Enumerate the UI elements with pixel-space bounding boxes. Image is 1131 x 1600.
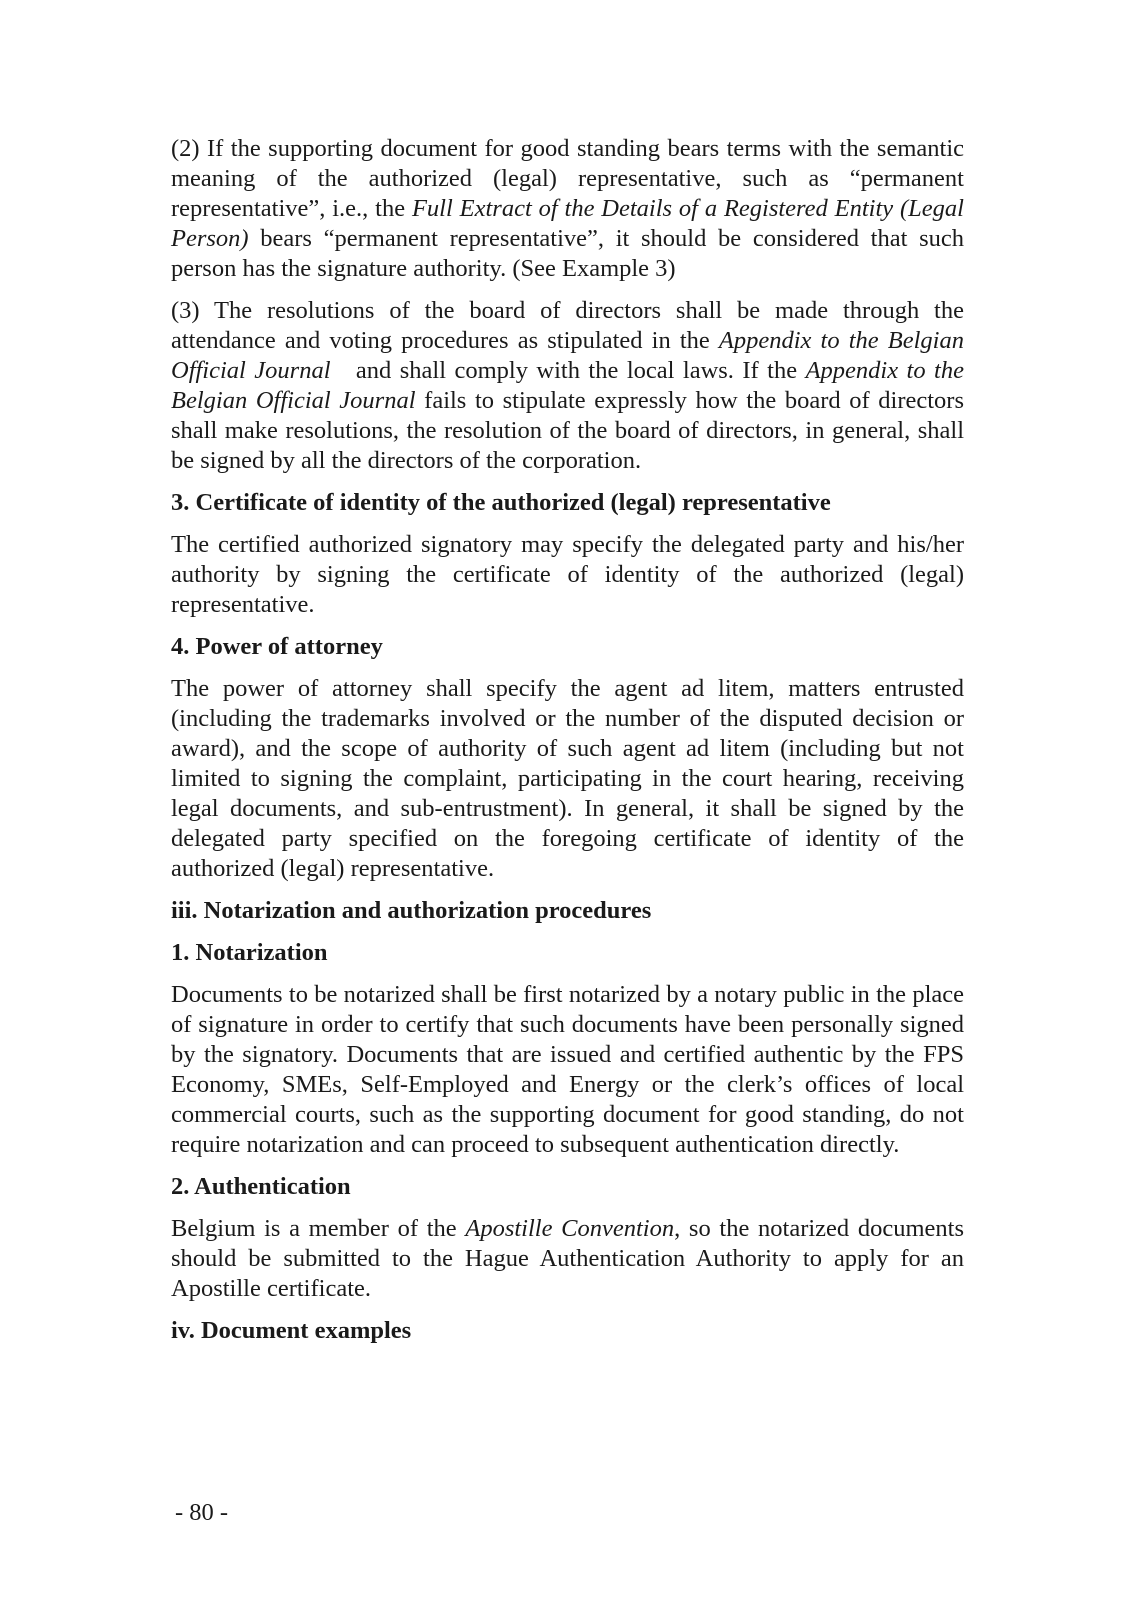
paragraph-power-of-attorney: The power of attorney shall specify the agent ad litem, matters entrusted (including the trademarks involved or the number of the disputed decision or award), and the scope of authority of such agent ad litem (including but not limited to signing the complaint, participating in the court hearing, receiving legal documents, and sub-entrustment). In general, it shall be signed by the delegated party specified on the foregoing certificate of identity of the authorized (legal) representative. [171, 675, 964, 882]
paragraph-certificate-of-identity: The certified authorized signatory may specify the delegated party and his/her authority by signing the certificate of identity of the authorized (legal) representative. [171, 531, 964, 618]
heading-authentication: 2. Authentication [171, 1173, 351, 1200]
heading-document-examples: iv. Document examples [171, 1317, 412, 1344]
heading-certificate-of-identity: 3. Certificate of identity of the authorized (legal) representative [171, 489, 831, 516]
page-number: - 80 - [175, 1499, 229, 1526]
paragraph-authentication: Belgium is a member of the Apostille Convention, so the notarized documents should be submitted to the Hague Authentication Authority to apply for an Apostille certificate. [171, 1215, 964, 1302]
heading-notarization-procedures: iii. Notarization and authorization procedures [171, 897, 652, 924]
document-body [171, 134, 964, 1358]
paragraph-notarization: Documents to be notarized shall be first notarized by a notary public in the place of signature in order to certify that such documents have been personally signed by the signatory. Documents that are issued and certified authentic by the FPS Economy, SMEs, Self-Employed and Energy or the clerk’s offices of local commercial courts, such as the supporting document for good standing, do not require notarization and can proceed to subsequent authentication directly. [171, 981, 964, 1158]
paragraph-signature-authority: (2) If the supporting document for good standing bears terms with the semantic meaning of the authorized (legal) representative, such as “permanent representative”, i.e., the Full Extract of the Details of a Registered Entity (Legal Person) bears “permanent representative”, it should be considered that such person has the signature authority. (See Example 3) [171, 135, 964, 282]
heading-power-of-attorney: 4. Power of attorney [171, 633, 383, 660]
heading-notarization: 1. Notarization [171, 939, 328, 966]
paragraph-board-resolutions: (3) The resolutions of the board of directors shall be made through the attendance and voting procedures as stipulated in the Appendix to the Belgian Official Journal and shall comply with the local laws. If the Appendix to the Belgian Official Journal fails to stipulate expressly how the board of directors shall make resolutions, the resolution of the board of directors, in general, shall be signed by all the directors of the corporation. [171, 297, 964, 474]
